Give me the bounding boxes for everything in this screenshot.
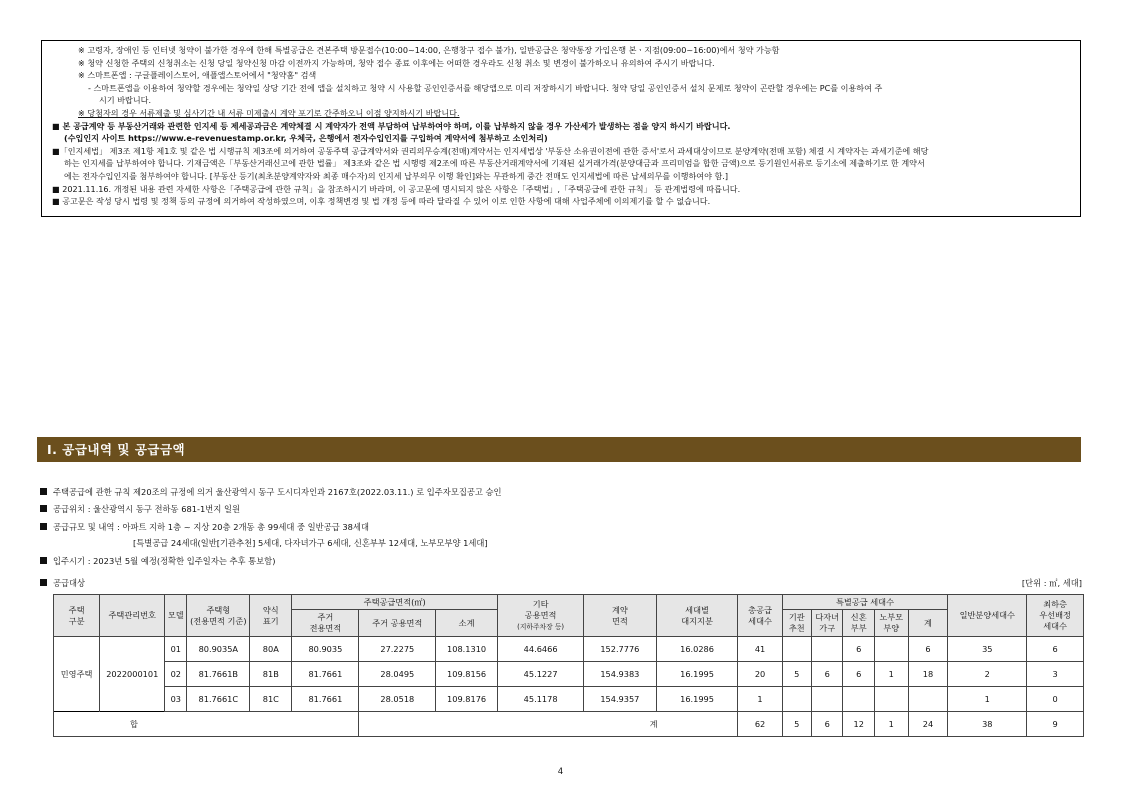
cell: 2 [948,662,1027,687]
th-inst: 기관 추천 [782,610,811,637]
table-row [54,662,1084,687]
cell: 109.8176 [436,687,498,712]
cell: 80.9035A [187,637,250,662]
cell: 152.7776 [584,637,656,662]
th-subtotal: 소계 [436,610,498,637]
notice-line: 하는 인지세를 납부하여야 합니다. 기재금액은「부동산거래신고에 관한 법률」 제3조와 같은 법 시행령 제2조에 따른 부동산거래계약서에 기재된 실거래가격(분양대금과 프리미엄을 합한 금액)으로 등기원인서류로 등기소에 제출하기로 한 계약서 [64,158,925,169]
cell: 108.1310 [436,637,498,662]
notice-line: (수입인지 사이트 https://www.e-revenuestamp.or.kr, 우체국, 은행에서 전자수입인지를 구입하여 계약서에 첨부하고 소인처리) [64,133,548,144]
cell: 16.1995 [656,662,738,687]
table-total-row [54,712,1084,737]
item-text: 입주시기 : 2023년 5월 예정(정확한 입주일자는 추후 통보함) [53,556,276,566]
cell: 20 [738,662,782,687]
th-exclusive: 주거 전용면적 [292,610,359,637]
th-other-label: 기타 공용면적 [524,598,557,620]
cell: 44.6466 [498,637,584,662]
cell-group: 민영주택 [54,637,100,712]
notice-line: 시기 바랍니다. [99,95,152,106]
supply-table [53,594,1084,737]
table-row [54,687,1084,712]
notice-line: ■ 공고문은 작성 당시 법령 및 정책 등의 규정에 의거하여 작성하였으며, 이후 정책변경 및 법 개정 등에 따라 달라질 수 있어 이로 인한 사항에 대해 사업주체에 이의제기를 할 수 없습니다. [52,196,711,207]
cell: 62 [738,712,782,737]
cell: 81.7661C [187,687,250,712]
cell: 35 [948,637,1027,662]
th-model: 모델 [165,595,187,637]
cell: 109.8156 [436,662,498,687]
unit-label: [단위 : ㎡, 세대] [1021,578,1082,588]
section-title: Ⅰ. 공급내역 및 공급금액 [37,437,1081,462]
cell: 154.9383 [584,662,656,687]
bullet-icon [40,505,47,512]
item-move-in [40,555,275,567]
th-other [498,595,584,637]
cell: 6 [843,662,874,687]
th-sp-total: 계 [908,610,948,637]
th-multi: 다자녀 가구 [811,610,842,637]
cell: 5 [782,662,811,687]
cell: 16.1995 [656,687,738,712]
cell: 28.0495 [359,662,436,687]
cell [874,637,908,662]
notice-box [41,40,1081,217]
cell: 154.9357 [584,687,656,712]
item-target [40,577,85,589]
item-text: 공급규모 및 내역 : 아파트 지하 1층 ~ 지상 20층 2개동 총 99세대 중 일반공급 38세대 [53,522,369,532]
cell: 03 [165,687,187,712]
cell: 12 [843,712,874,737]
cell: 27.2275 [359,637,436,662]
th-special: 특별공급 세대수 [782,595,948,610]
cell: 81B [250,662,292,687]
cell: 1 [874,662,908,687]
notice-line: ※ 청약 신청한 주택의 신청취소는 신청 당일 청약신청 마감 이전까지 가능하며, 청약 접수 종료 이후에는 어떠한 경우라도 신청 취소 및 변경이 불가하오니 유의하여 주시기 바랍니다. [78,57,715,68]
cell: 81.7661 [292,662,359,687]
cell: 80A [250,637,292,662]
th-lowest: 최하층 우선배정 세대수 [1027,595,1084,637]
cell [908,687,948,712]
cell: 6 [811,662,842,687]
cell: 0 [1027,687,1084,712]
item-scale-detail: [특별공급 24세대(일반[기관추천] 5세대, 다자녀가구 6세대, 신혼부부 12세대, 노부모부양 1세대] [133,538,488,548]
cell: 1 [738,687,782,712]
th-type [187,595,250,637]
cell: 81.7661B [187,662,250,687]
th-total-units: 총공급 세대수 [738,595,782,637]
cell [811,687,842,712]
item-approval [40,486,502,498]
bullet-icon [40,488,47,495]
cell: 41 [738,637,782,662]
cell-total-label: 합 [54,712,359,737]
cell [874,687,908,712]
item-text: 공급대상 [53,578,86,588]
bullet-icon [40,579,47,586]
item-text: 주택공급에 관한 규칙 제20조의 규정에 의거 울산광역시 동구 도시디자인과 2167호(2022.03.11.) 로 입주자모집공고 승인 [53,487,502,497]
th-other-sub: (지하주차장 등) [517,622,565,631]
th-abbr: 약식 표기 [250,595,292,637]
cell: 81.7661 [292,687,359,712]
item-location [40,503,240,515]
cell [811,637,842,662]
cell: 18 [908,662,948,687]
cell: 6 [908,637,948,662]
notice-line: ■ 본 공급계약 등 부동산거래와 관련한 인지세 등 제세공과금은 계약체결 시 계약자가 전액 부담하여 납부하여야 하며, 이를 납부하지 않을 경우 가산세가 발생하는 점을 양지 하시기 바랍니다. [52,120,731,131]
cell-total-label2: 계 [359,712,738,737]
bullet-icon [40,557,47,564]
cell: 6 [811,712,842,737]
cell: 6 [1027,637,1084,662]
th-house-type: 주택 구분 [54,595,100,637]
cell [782,637,811,662]
cell: 1 [948,687,1027,712]
notice-line: ※ 스마트폰앱 : 구글플레이스토어, 애플앱스토어에서 "청약홈" 검색 [78,70,317,81]
th-type-sub: (전용면적 기준) [190,615,247,626]
cell: 02 [165,662,187,687]
cell: 81C [250,687,292,712]
th-common: 주거 공용면적 [359,610,436,637]
notice-line: 에는 전자수입인지를 첨부하여야 합니다. [부동산 등기(최초분양계약자와 최종 매수자)의 인지세 납부의무 이행 확인]와는 무관하게 중간 전매도 인지세법에 따른 납세의무를 이행하여야 함.] [64,170,729,181]
th-supply-area: 주택공급면적(㎡) [292,595,498,610]
notice-line: ■ 2021.11.16. 개정된 내용 관련 자세한 사항은「주택공급에 관한 규칙」을 참조하시기 바라며, 이 공고문에 명시되지 않은 사항은「주택법」,「주택공급에 관한 규칙」 등 관계법령에 따릅니다. [52,183,741,194]
page-number: 4 [557,767,564,777]
cell: 24 [908,712,948,737]
cell: 01 [165,637,187,662]
cell: 38 [948,712,1027,737]
cell-mgmt-no: 2022000101 [100,637,165,712]
cell: 3 [1027,662,1084,687]
th-type-label: 주택형 [206,604,231,615]
item-text: 공급위치 : 울산광역시 동구 전하동 681-1번지 일원 [53,504,240,514]
bullet-icon [40,523,47,530]
cell: 5 [782,712,811,737]
th-newly: 신혼 부부 [843,610,874,637]
table-row [54,637,1084,662]
notice-line: - 스마트폰앱을 이용하여 청약할 경우에는 청약일 상당 기간 전에 앱을 설치하고 청약 시 사용할 공인인증서를 해당앱으로 미리 저장하시기 바랍니다. 청약 당일 공인인증서 설치 문제로 청약이 곤란할 경우에는 PC를 이용하여 주 [88,82,883,93]
cell: 45.1227 [498,662,584,687]
item-scale [40,521,369,533]
notice-line: ※ 고령자, 장애인 등 인터넷 청약이 불가한 경우에 한해 특별공급은 견본주택 방문접수(10:00~14:00, 은행창구 접수 불가), 일반공급은 청약통장 가입은행 본ㆍ지점(09:00~16:00)에서 청약 가능함 [78,45,780,55]
th-land: 세대별 대지지분 [656,595,738,637]
th-mgmt-no: 주택관리번호 [100,595,165,637]
cell [843,687,874,712]
cell: 9 [1027,712,1084,737]
cell: 80.9035 [292,637,359,662]
cell: 28.0518 [359,687,436,712]
th-elder: 노부모 부양 [874,610,908,637]
cell [782,687,811,712]
cell: 6 [843,637,874,662]
notice-line: ※ 당첨자의 경우 서류제출 및 심사기간 내 서류 미제출시 계약 포기로 간주하오니 이점 양지하시기 바랍니다. [78,107,460,118]
cell: 45.1178 [498,687,584,712]
notice-line: ■「인지세법」 제3조 제1항 제1호 및 같은 법 시행규칙 제3조에 의거하여 공동주택 공급계약서와 권리의무승계(전매)계약서는 인지세법상 '부동산 소유권이전에 관한 증서'로서 과세대상이므로 분양계약(전매 포함) 체결 시 계약자는 과세기준에 해당 [52,145,929,156]
th-general: 일반분양세대수 [948,595,1027,637]
th-contract: 계약 면적 [584,595,656,637]
cell: 16.0286 [656,637,738,662]
cell: 1 [874,712,908,737]
